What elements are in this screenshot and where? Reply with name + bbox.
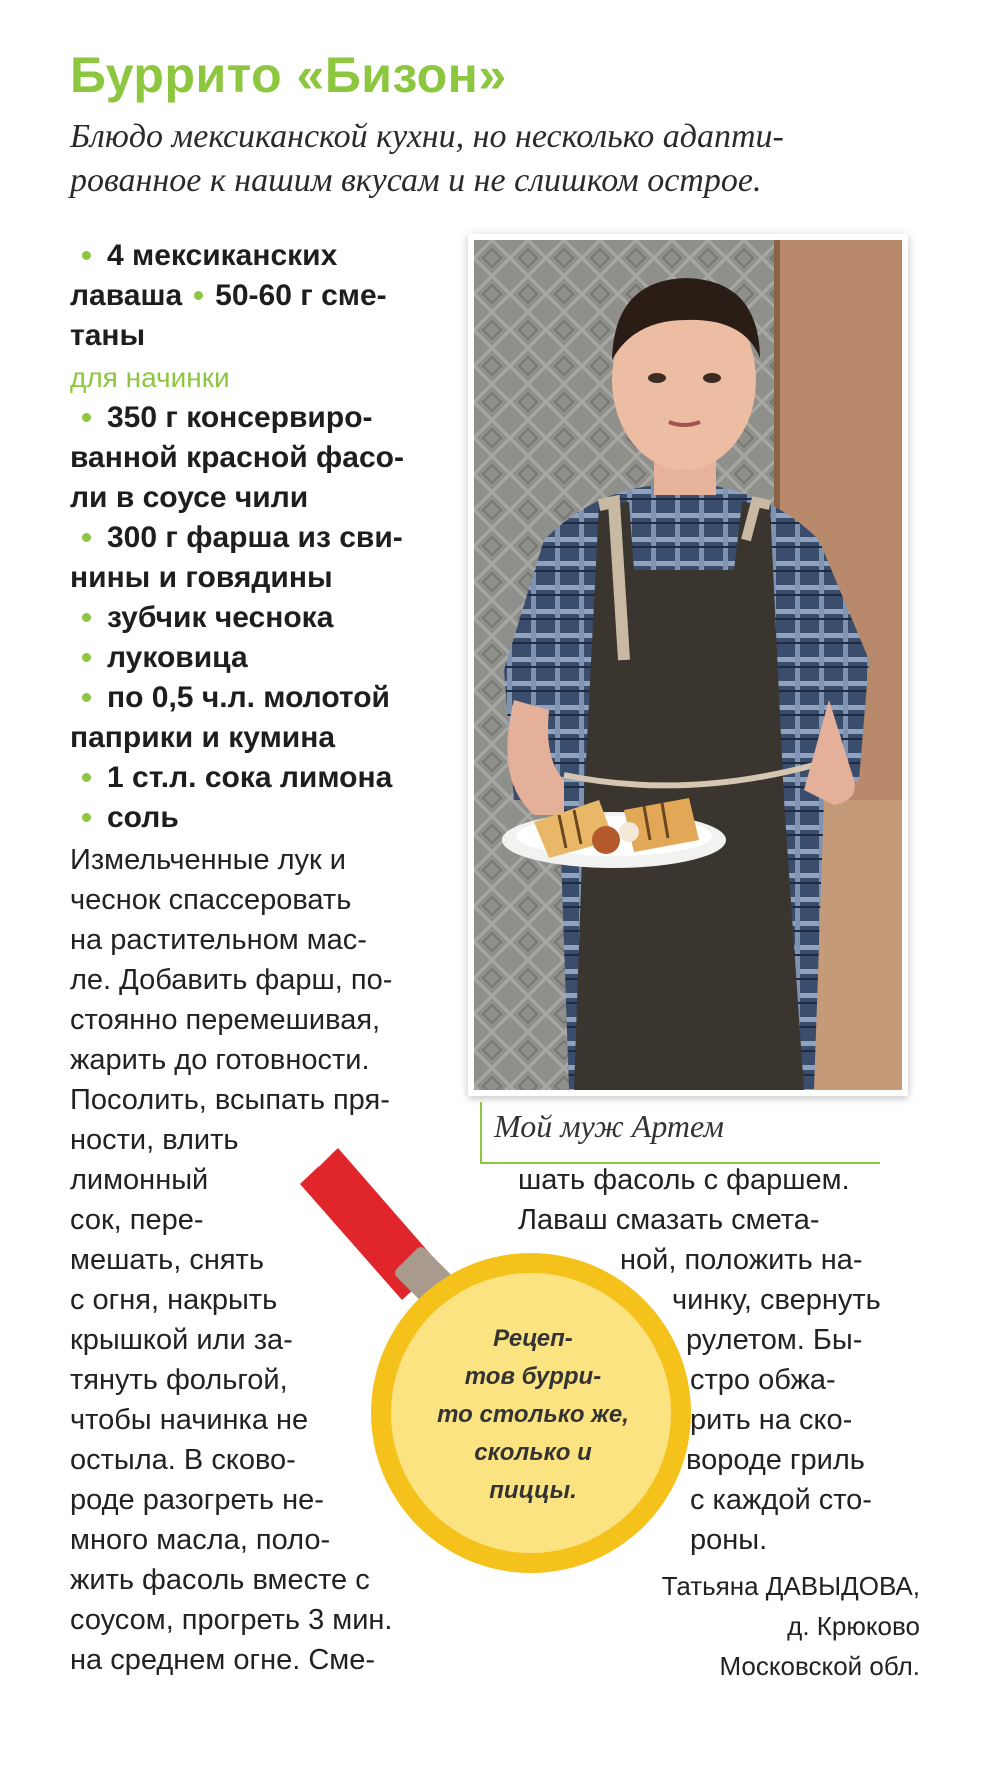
- method-line: тянуть фольгой,: [70, 1364, 288, 1396]
- photo-caption: Мой муж Артем: [494, 1108, 724, 1144]
- method-line: шать фасоль с фаршем.: [518, 1164, 850, 1196]
- bullet-dot: [82, 613, 91, 622]
- ingredient-item: 1 ст.л. сока лимона: [70, 758, 392, 798]
- method-line: сок, пере-: [70, 1204, 204, 1236]
- method-line: жить фасоль вместе с: [70, 1564, 370, 1596]
- method-line: на среднем огне. Сме-: [70, 1644, 376, 1676]
- bullet-dot: [82, 693, 91, 702]
- method-line: ле. Добавить фарш, по-: [70, 964, 393, 996]
- pan-callout-line: пиццы.: [489, 1477, 577, 1504]
- author-place: д. Крюково: [787, 1611, 920, 1641]
- pan-callout-line: то столько же,: [437, 1401, 629, 1428]
- ingredient-item: паприки и кумина: [70, 721, 336, 754]
- ingredient-item: 300 г фарша из сви-: [70, 518, 403, 558]
- ingredient-item: ли в соусе чили: [70, 481, 309, 514]
- method-line: крышкой или за-: [70, 1324, 293, 1356]
- method-line: стоянно перемешивая,: [70, 1004, 381, 1036]
- method-line: рулетом. Бы-: [686, 1324, 863, 1356]
- bullet-dot: [82, 251, 91, 260]
- ingredient-item: нины и говядины: [70, 561, 333, 594]
- method-line: Измельченные лук и: [70, 844, 346, 876]
- method-line: с каждой сто-: [690, 1484, 872, 1516]
- author-region: Московской обл.: [719, 1651, 920, 1681]
- ingredient-item: соль: [70, 798, 179, 838]
- method-line: много масла, поло-: [70, 1524, 331, 1556]
- method-line: роны.: [690, 1524, 768, 1556]
- method-line: Лаваш смазать смета-: [518, 1204, 820, 1236]
- method-line: ности, влить: [70, 1124, 239, 1156]
- method-line: стро обжа-: [690, 1364, 836, 1396]
- bullet-dot: [82, 533, 91, 542]
- ingredient-item: по 0,5 ч.л. молотой: [70, 678, 390, 718]
- ingredient-item: лаваша 50-60 г сме-: [70, 279, 387, 312]
- method-line: соусом, прогреть 3 мин.: [70, 1604, 393, 1636]
- method-line: мешать, снять: [70, 1244, 264, 1276]
- method-line: ной, положить на-: [620, 1244, 863, 1276]
- man-with-burrito-photo: [474, 240, 902, 1090]
- method-line: лимонный: [70, 1164, 209, 1196]
- method-line: с огня, накрыть: [70, 1284, 278, 1316]
- ingredient-item: 350 г консервиро-: [70, 398, 373, 438]
- pan-callout-text: [418, 1320, 648, 1510]
- pan-callout-line: сколько и: [474, 1439, 592, 1466]
- subtitle-line-2: рованное к нашим вкусам и не слишком острое.: [70, 162, 762, 199]
- method-line: роде разогреть не-: [70, 1484, 324, 1516]
- ingredient-item: луковица: [70, 638, 248, 678]
- recipe-title: Буррито «Бизон»: [70, 47, 507, 103]
- ingredient-item: ванной красной фасо-: [70, 441, 404, 474]
- pan-callout-line: Рецеп-: [493, 1325, 573, 1352]
- bullet-dot: [82, 773, 91, 782]
- author-name: Татьяна ДАВЫДОВА,: [661, 1571, 920, 1601]
- method-line: чтобы начинка не: [70, 1404, 309, 1436]
- pan-callout-line: тов бурри-: [464, 1363, 602, 1390]
- bullet-dot: [82, 413, 91, 422]
- ingredient-item: таны: [70, 319, 146, 352]
- method-line: рить на ско-: [690, 1404, 853, 1436]
- subtitle-line-1: Блюдо мексиканской кухни, но несколько адапти-: [70, 118, 784, 155]
- bullet-dot: [82, 653, 91, 662]
- method-line: на растительном мас-: [70, 924, 367, 956]
- method-line: чеснок спассеровать: [70, 884, 352, 916]
- bullet-dot: [194, 291, 203, 300]
- method-line: жарить до готовности.: [70, 1044, 370, 1076]
- photo-frame: [468, 234, 908, 1096]
- method-line: Посолить, всыпать пря-: [70, 1084, 390, 1116]
- filling-subheading: для начинки: [70, 362, 230, 393]
- method-line: чинку, свернуть: [672, 1284, 881, 1316]
- method-line: остыла. В сково-: [70, 1444, 296, 1476]
- method-line: вороде гриль: [686, 1444, 865, 1476]
- bullet-dot: [82, 813, 91, 822]
- ingredient-item: зубчик чеснока: [70, 598, 333, 638]
- ingredient-item: 4 мексиканских: [70, 236, 337, 276]
